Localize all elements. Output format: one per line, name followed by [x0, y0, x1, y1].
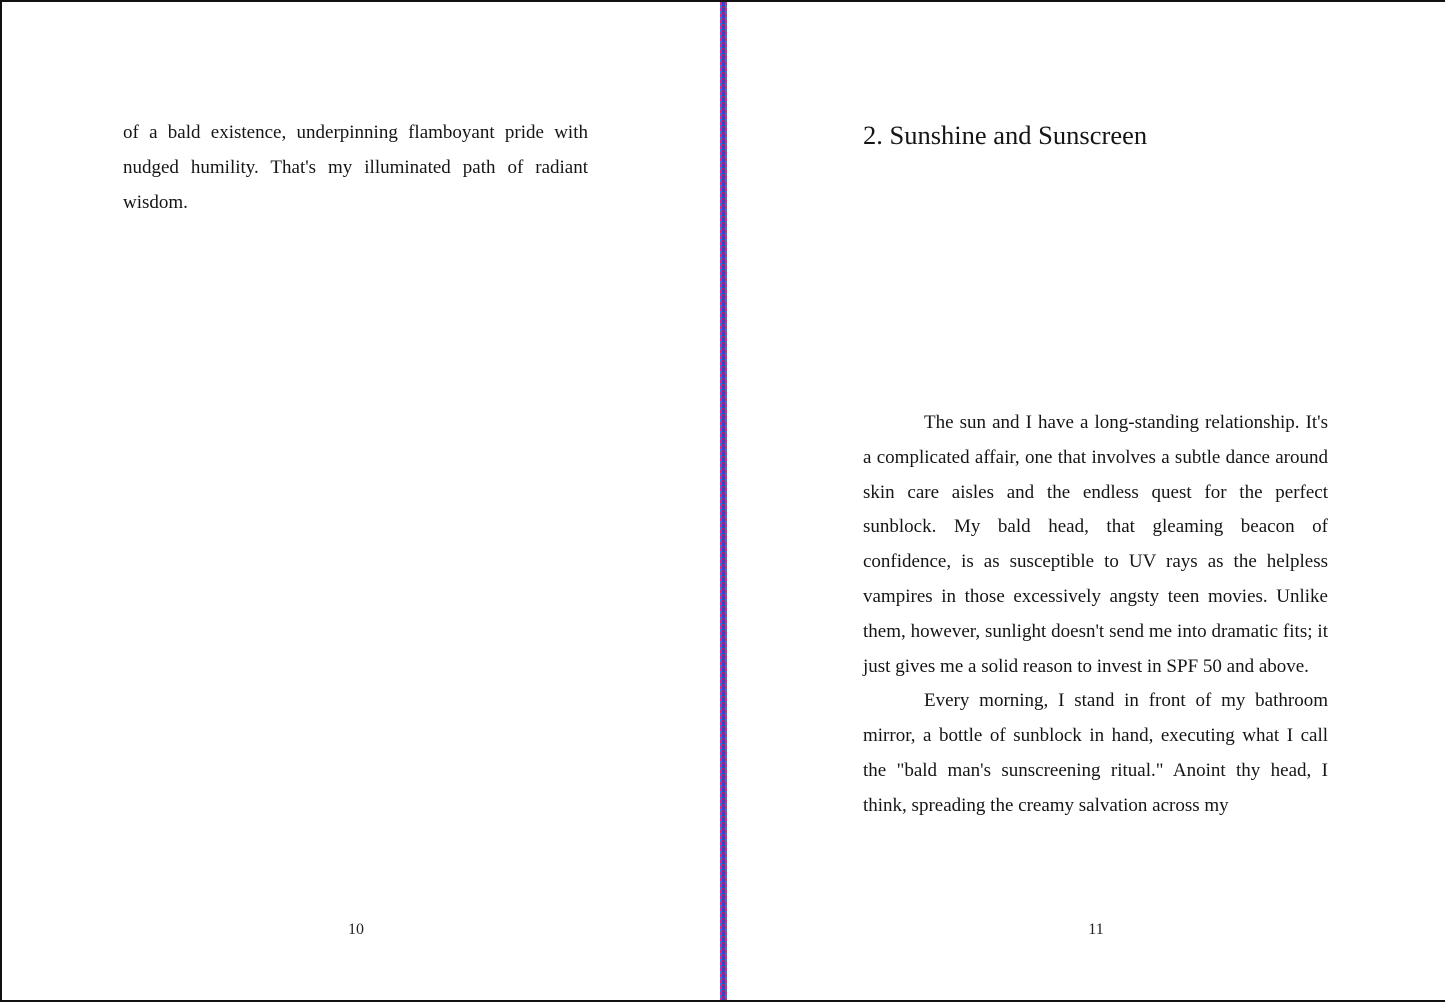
- chapter-title: 2. Sunshine and Sunscreen: [863, 120, 1148, 150]
- left-page-paragraph: of a bald existence, underpinning flamboyant pride with nudged humility. That's my illuminated path of radiant wisdom.: [123, 122, 588, 213]
- right-page-paragraph-1: The sun and I have a long-standing relationship. It's a complicated affair, one that involves a subtle dance around skin care aisles and the endless quest for the perfect sunblock. My bald head, that gleaming beacon of confidence, is as susceptible to UV rays as the helpless vampires in those excessively angsty teen movies. Unlike them, however, sunlight doesn't send me into dramatic fits; it just gives me a solid reason to invest in SPF 50 and above.: [863, 412, 1328, 677]
- left-page-number: 10: [348, 921, 364, 938]
- left-page: [2, 2, 720, 1000]
- right-page-body: [863, 406, 1328, 824]
- left-page-body: [123, 116, 588, 220]
- book-spine-divider: [720, 2, 727, 1000]
- right-page-number: 11: [1088, 921, 1104, 938]
- right-page: [729, 2, 1445, 1000]
- right-page-paragraph-2: Every morning, I stand in front of my bathroom mirror, a bottle of sunblock in hand, executing what I call the "bald man's sunscreening ritual." Anoint thy head, I think, spreading the creamy salvation across my: [863, 690, 1328, 816]
